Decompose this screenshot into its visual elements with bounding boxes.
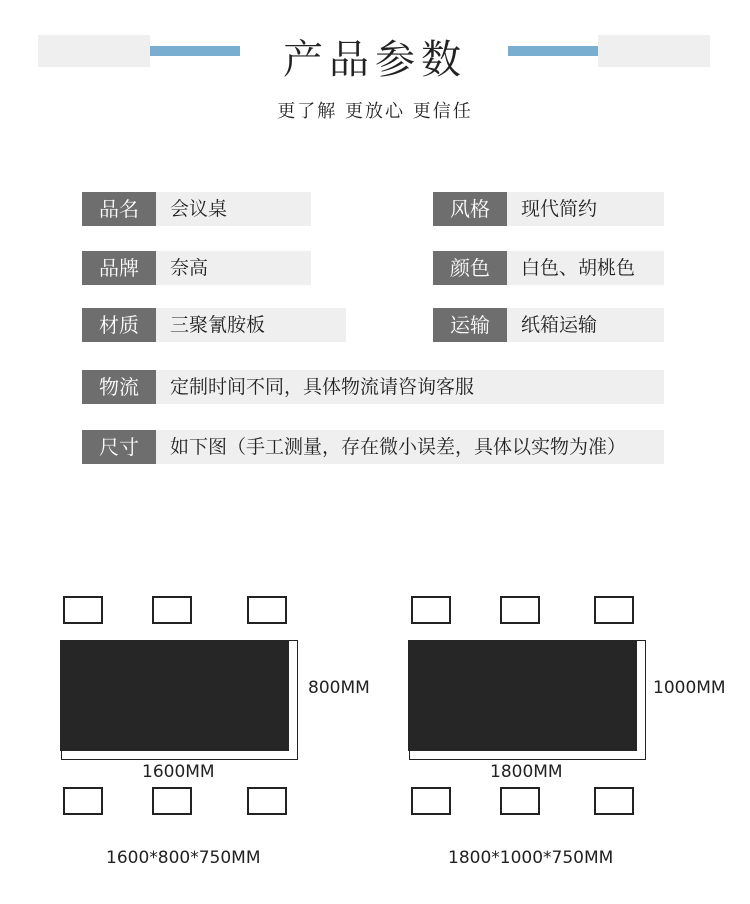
spec-label: 风格 bbox=[433, 192, 507, 226]
spec-label: 物流 bbox=[82, 370, 156, 404]
spec-material bbox=[82, 308, 346, 342]
chair bbox=[247, 596, 287, 624]
spec-value: 现代简约 bbox=[507, 192, 664, 226]
spec-label: 尺寸 bbox=[82, 430, 156, 464]
page-title: 产品参数 bbox=[283, 37, 467, 83]
chair bbox=[594, 787, 634, 815]
chair bbox=[63, 596, 103, 624]
spec-label: 品名 bbox=[82, 192, 156, 226]
width-label: 1800MM bbox=[490, 762, 563, 782]
depth-label: 800MM bbox=[308, 678, 370, 698]
chair bbox=[411, 787, 451, 815]
spec-value: 会议桌 bbox=[156, 192, 311, 226]
chair bbox=[152, 787, 192, 815]
spec-label: 品牌 bbox=[82, 251, 156, 285]
spec-label: 运输 bbox=[433, 308, 507, 342]
chair bbox=[63, 787, 103, 815]
depth-label: 1000MM bbox=[653, 678, 726, 698]
spec-value: 白色、胡桃色 bbox=[507, 251, 664, 285]
table-top bbox=[60, 640, 289, 751]
spec-value: 三聚氰胺板 bbox=[156, 308, 346, 342]
size-caption: 1800*1000*750MM bbox=[448, 848, 614, 868]
chair bbox=[152, 596, 192, 624]
spec-size bbox=[82, 430, 664, 464]
spec-brand bbox=[82, 251, 311, 285]
spec-style bbox=[433, 192, 664, 226]
width-label: 1600MM bbox=[142, 762, 215, 782]
spec-label: 颜色 bbox=[433, 251, 507, 285]
page-subtitle: 更了解 更放心 更信任 bbox=[277, 101, 473, 122]
spec-logistics bbox=[82, 370, 664, 404]
spec-value: 如下图（手工测量，存在微小误差，具体以实物为准） bbox=[156, 430, 664, 464]
spec-value: 定制时间不同，具体物流请咨询客服 bbox=[156, 370, 664, 404]
spec-label: 材质 bbox=[82, 308, 156, 342]
size-caption: 1600*800*750MM bbox=[106, 848, 261, 868]
spec-value: 奈高 bbox=[156, 251, 311, 285]
chair bbox=[500, 787, 540, 815]
chair bbox=[247, 787, 287, 815]
spec-name bbox=[82, 192, 311, 226]
table-top bbox=[408, 640, 637, 751]
chair bbox=[411, 596, 451, 624]
spec-shipping bbox=[433, 308, 664, 342]
spec-value: 纸箱运输 bbox=[507, 308, 664, 342]
spec-color bbox=[433, 251, 664, 285]
chair bbox=[500, 596, 540, 624]
chair bbox=[594, 596, 634, 624]
